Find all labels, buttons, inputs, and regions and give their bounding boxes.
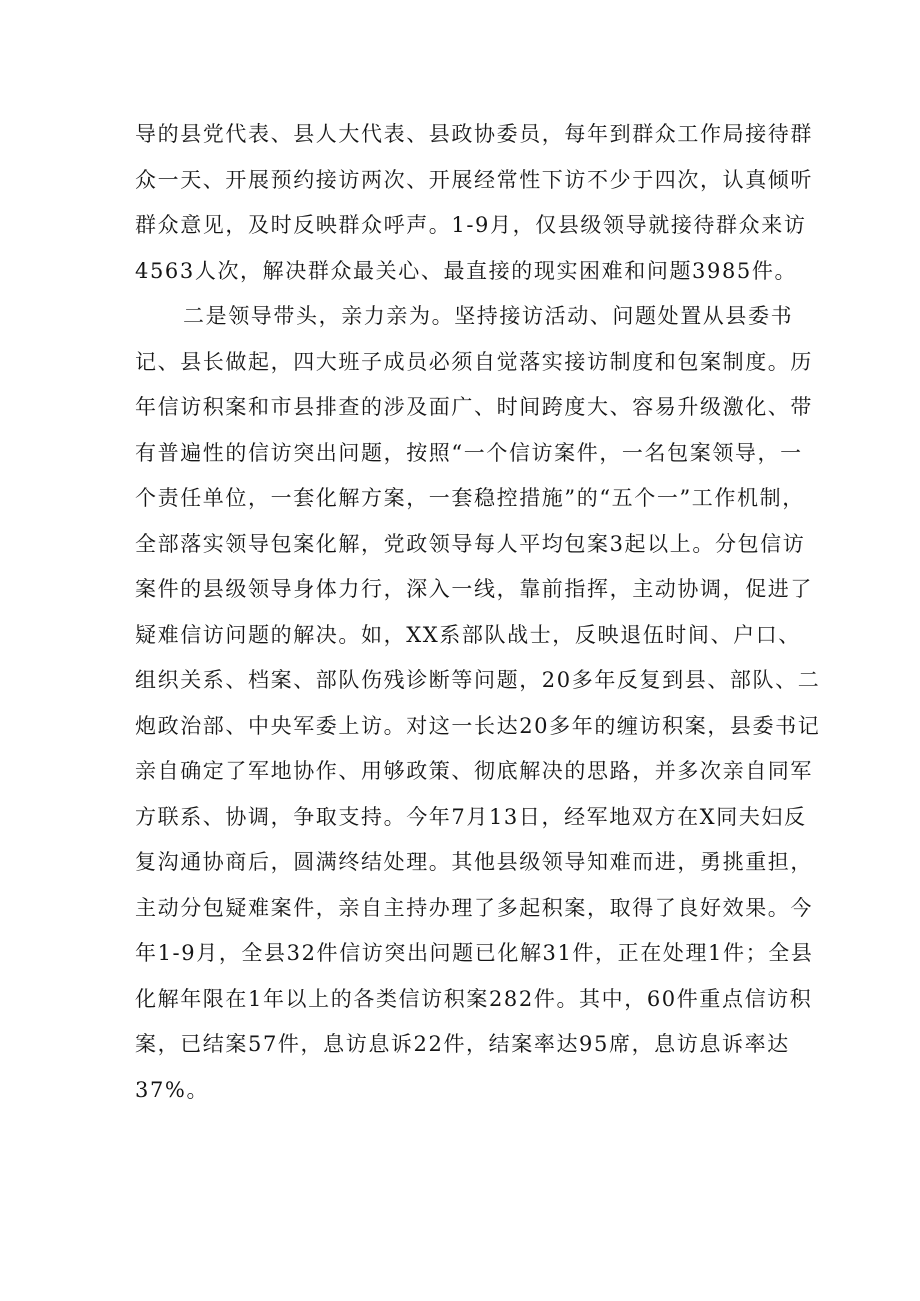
paragraph-2-line-1: 二是领导带头，亲力亲为。坚持接访活动、问题处置从县委书 bbox=[183, 304, 794, 328]
paragraph-2-line-18: 37%。 bbox=[135, 1077, 210, 1102]
paragraph-2-line-3: 年信访积案和市县排查的涉及面广、时间跨度大、容易升级激化、带 bbox=[135, 395, 813, 419]
document-body bbox=[135, 112, 821, 1113]
paragraph-2-line-9: 组织关系、档案、部队伤残诊断等问题，20多年反复到县、部队、二 bbox=[135, 668, 821, 692]
paragraph-2-line-6: 全部落实领导包案化解，党政领导每人平均包案3起以上。分包信访 bbox=[135, 531, 806, 556]
paragraph-2-line-5: 个责任单位，一套化解方案，一套稳控措施”的“五个一”工作机制， bbox=[135, 486, 805, 510]
paragraph-2-line-17: 案，已结案57件，息访息诉22件，结案率达95席，息访息诉率达 bbox=[135, 1032, 790, 1056]
paragraph-1-line-1: 导的县党代表、县人大代表、县政协委员，每年到群众工作局接待群 bbox=[135, 122, 813, 146]
paragraph-2-line-7: 案件的县级领导身体力行，深入一线，靠前指挥，主动协调，促进了 bbox=[135, 577, 813, 601]
paragraph-2-line-16: 化解年限在1年以上的各类信访积案282件。其中，60件重点信访积 bbox=[135, 986, 813, 1011]
paragraph-2-line-4: 有普遍性的信访突出问题，按照“一个信访案件，一名包案领导，一 bbox=[135, 440, 803, 465]
paragraph-2-line-12: 方联系、协调，争取支持。今年7月13日，经军地双方在X同夫妇反 bbox=[135, 804, 807, 829]
paragraph-1-line-4: 4563人次，解决群众最关心、最直接的现实困难和问题3985件。 bbox=[135, 258, 798, 283]
paragraph-2-line-11: 亲自确定了军地协作、用够政策、彻底解决的思路，并多次亲自同军 bbox=[135, 759, 813, 783]
paragraph-2-line-8: 疑难信访问题的解决。如，XX系部队战士，反映退伍时间、户口、 bbox=[135, 622, 801, 647]
paragraph-1-line-2: 众一天、开展预约接访两次、开展经常性下访不少于四次，认真倾听 bbox=[135, 167, 813, 192]
paragraph-1-line-3: 群众意见，及时反映群众呼声。1-9月，仅县级领导就接待群众来访 bbox=[135, 213, 807, 237]
paragraph-2-line-10: 炮政治部、中央军委上访。对这一长达20多年的缠访积案，县委书记 bbox=[135, 713, 821, 738]
paragraph-2-line-2: 记、县长做起，四大班子成员必须自觉落实接访制度和包案制度。历 bbox=[135, 349, 813, 374]
paragraph-2-line-15: 年1-9月，全县32件信访突出问题已化解31件，正在处理1件；全县 bbox=[135, 941, 814, 965]
paragraph-2-line-13: 复沟通协商后，圆满终结处理。其他县级领导知难而进，勇挑重担， bbox=[135, 850, 813, 874]
paragraph-2-line-14: 主动分包疑难案件，亲自主持办理了多起积案，取得了良好效果。今 bbox=[135, 895, 813, 920]
